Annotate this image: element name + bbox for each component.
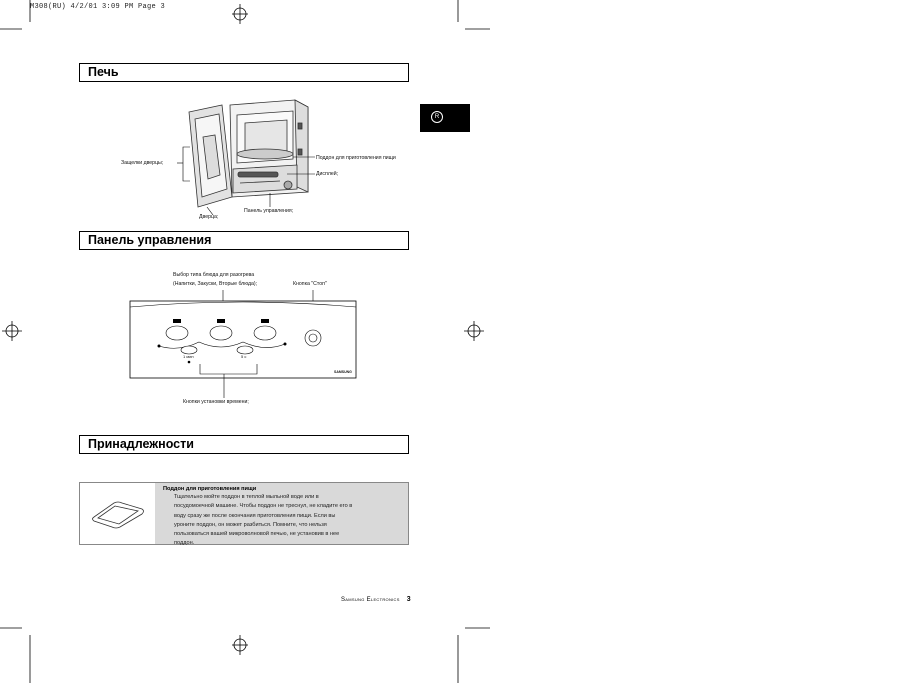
panel-brand-mark: SAMSUNG [334, 370, 352, 374]
accessory-description-panel [155, 483, 408, 547]
page-footer [341, 596, 411, 603]
accessory-line: посудомоечной машине. Чтобы поддон не треснул, не кладите его в [174, 503, 353, 510]
section-control-panel-header [79, 231, 409, 250]
label-control-panel: Панель управления; [244, 208, 294, 214]
label-btn-5sec: 5 с [241, 354, 247, 359]
label-food-type-2: (Напитки, Закуски, Вторые блюда); [173, 281, 258, 287]
accessory-box [79, 482, 409, 545]
label-door: Дверца; [199, 214, 219, 220]
label-cooking-tray: Поддон для приготовления пищи [316, 155, 396, 161]
page-number: 3 [406, 596, 411, 603]
accessory-line: пользоваться вашей микроволновой печью, не установив в нее [174, 531, 340, 538]
section-oven-header [79, 63, 409, 82]
label-door-latches: Защелки дверцы; [121, 160, 164, 166]
accessory-title: Поддон для приготовления пищи [163, 486, 257, 492]
print-header: M308(RU) 4/2/01 3:09 PM Page 3 [30, 3, 166, 11]
label-time-buttons: Кнопки установки времени; [183, 399, 249, 405]
label-btn-1min: 1 мин [183, 354, 194, 359]
footer-brand: Samsung Electronics [341, 597, 400, 603]
section-title: Панель управления [88, 233, 212, 247]
section-title: Печь [88, 65, 119, 79]
label-display: Дисплей; [316, 171, 339, 177]
language-tab [420, 104, 470, 132]
accessory-line: поддон. [174, 540, 195, 547]
language-letter: R [431, 111, 443, 123]
accessory-line: воду сразу же после окончания приготовления пищи. Если вы [174, 512, 336, 519]
accessory-line: Тщательно мойте поддон в теплой мыльной воде или в [174, 494, 319, 500]
accessory-text [174, 493, 399, 549]
section-title: Принадлежности [88, 437, 194, 451]
label-food-type-1: Выбор типа блюда для разогрева [173, 272, 255, 278]
tray-illustration [88, 499, 148, 531]
accessory-line: уроните поддон, он может разбиться. Помните, что нельзя [174, 521, 327, 528]
section-accessories-header [79, 435, 409, 454]
control-panel-illustration [129, 286, 369, 408]
label-stop-button: Кнопка "Стоп" [293, 281, 327, 287]
